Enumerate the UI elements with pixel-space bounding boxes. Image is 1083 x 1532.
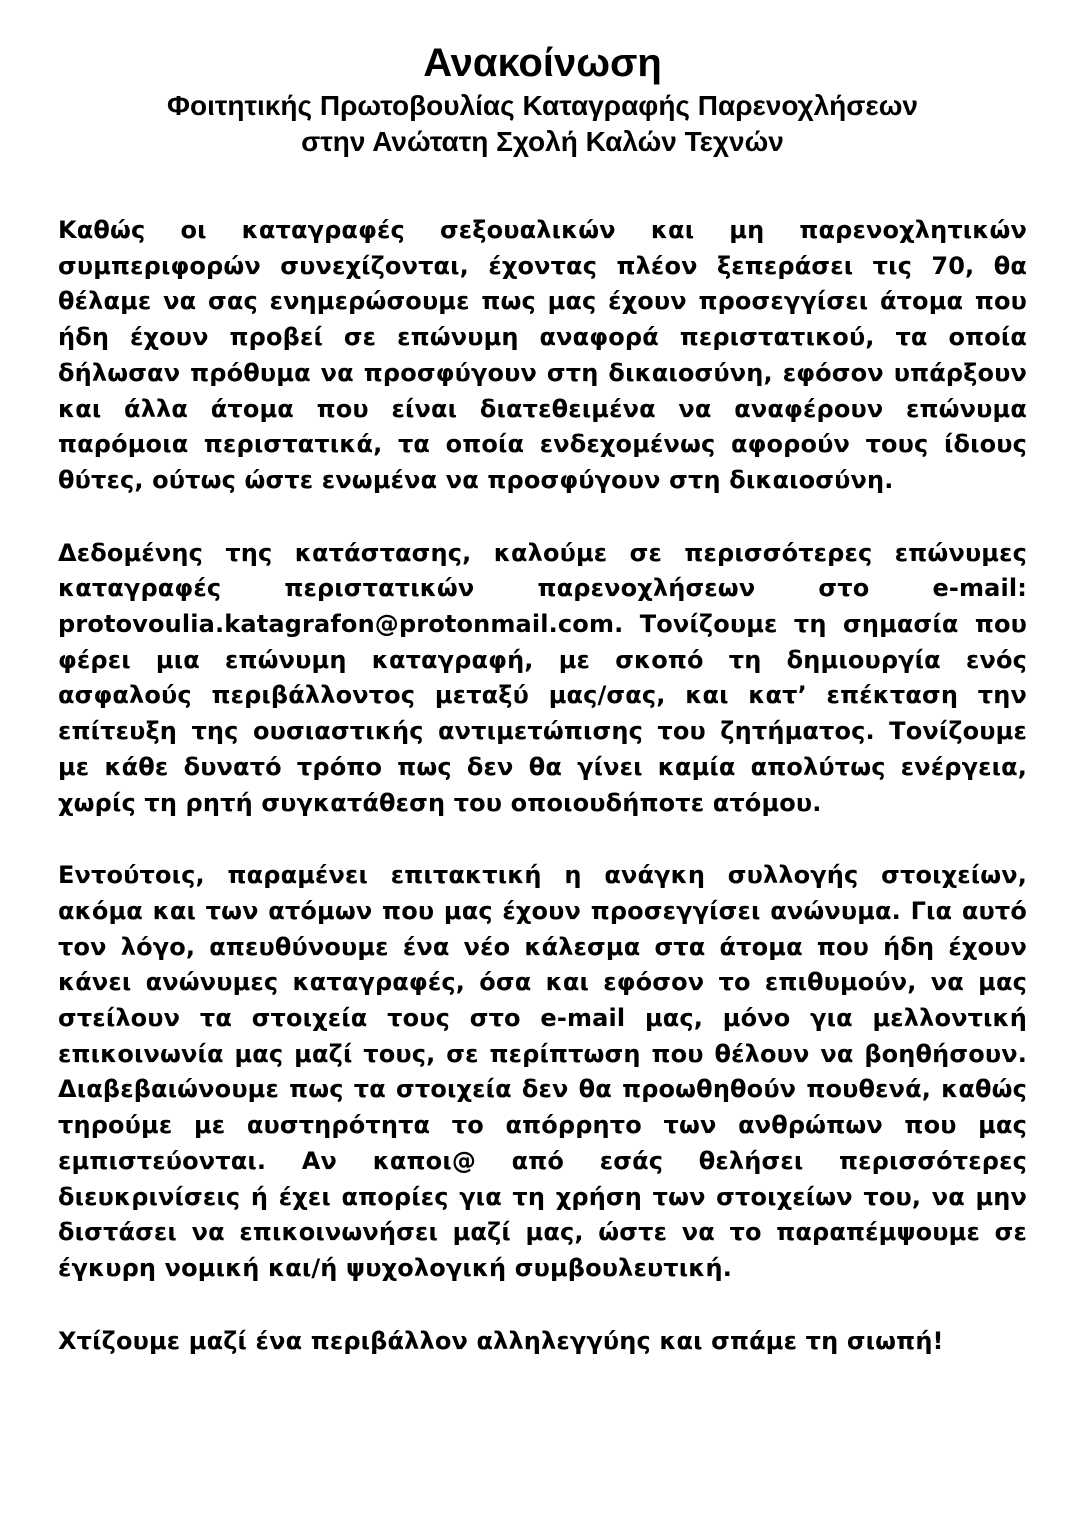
announcement-body <box>58 213 1027 1359</box>
closing-statement: Χτίζουμε μαζί ένα περιβάλλον αλληλεγγύης και σπάμε τη σιωπή! <box>58 1326 944 1355</box>
announcement-header <box>58 38 1027 160</box>
subtitle-line-2: στην Ανώτατη Σχολή Καλών Τεχνών <box>301 126 784 157</box>
page-title: Ανακοίνωση <box>423 41 662 85</box>
paragraph-3: Εντούτοις, παραμένει επιτακτική η ανάγκη συλλογής στοιχείων, ακόμα και των ατόμων που μας έχουν προσεγγίσει ανώνυμα. Για αυτό τον λόγο, απευθύνουμε ένα νέο κάλεσμα στα άτομα που ήδη έχουν κάνει ανώνυμες καταγραφές, όσα και εφόσον το επιθυμούν, να μας στείλουν τα στοιχεία τους στο e-mail μας, μόνο για μελλοντική επικοινωνία μας μαζί τους, σε περίπτωση που θέλουν να βοηθήσουν. Διαβεβαιώνουμε πως τα στοιχεία δεν θα προωθηθούν πουθενά, καθώς τηρούμε με αυστηρότητα το απόρρητο των ανθρώπων που μας εμπιστεύονται. Αν καποι@ από εσάς θελήσει περισσότερες διευκρινίσεις ή έχει απορίες για τη χρήση των στοιχείων του, να μην διστάσει να επικοινωνήσει μαζί μας, ώστε να το παραπέμψουμε σε έγκυρη νομική και/ή ψυχολογική συμβουλευτική. <box>58 861 1027 1282</box>
paragraph-2: Δεδομένης της κατάστασης, καλούμε σε περισσότερες επώνυμες καταγραφές περιστατικών παρενοχλήσεων στο e-mail: protovoulia.katagrafon@protonmail.com. Τονίζουμε τη σημασία που φέρει μια επώνυμη καταγραφή, με σκοπό τη δημιουργία ενός ασφαλούς περιβάλλοντος μεταξύ μας/σας, και κατ’ επέκταση την επίτευξη της ουσιαστικής αντιμετώπισης του ζητήματος. Τονίζουμε με κάθε δυνατό τρόπο πως δεν θα γίνει καμία απολύτως ενέργεια, χωρίς τη ρητή συγκατάθεση του οποιουδήποτε ατόμου. <box>58 538 1027 817</box>
paragraph-1: Καθώς οι καταγραφές σεξουαλικών και μη παρενοχλητικών συμπεριφορών συνεχίζονται, έχοντας πλέον ξεπεράσει τις 70, θα θέλαμε να σας ενημερώσουμε πως μας έχουν προσεγγίσει άτομα που ήδη έχουν προβεί σε επώνυμη αναφορά περιστατικού, τα οποία δήλωσαν πρόθυμα να προσφύγουν στη δικαιοσύνη, εφόσον υπάρξουν και άλλα άτομα που είναι διατεθειμένα να αναφέρουν επώνυμα παρόμοια περιστατικά, τα οποία ενδεχομένως αφορούν τους ίδιους θύτες, ούτως ώστε ενωμένα να προσφύγουν στη δικαιοσύνη. <box>58 216 1027 494</box>
subtitle-line-1: Φοιτητικής Πρωτοβουλίας Καταγραφής Παρενοχλήσεων <box>167 90 918 121</box>
